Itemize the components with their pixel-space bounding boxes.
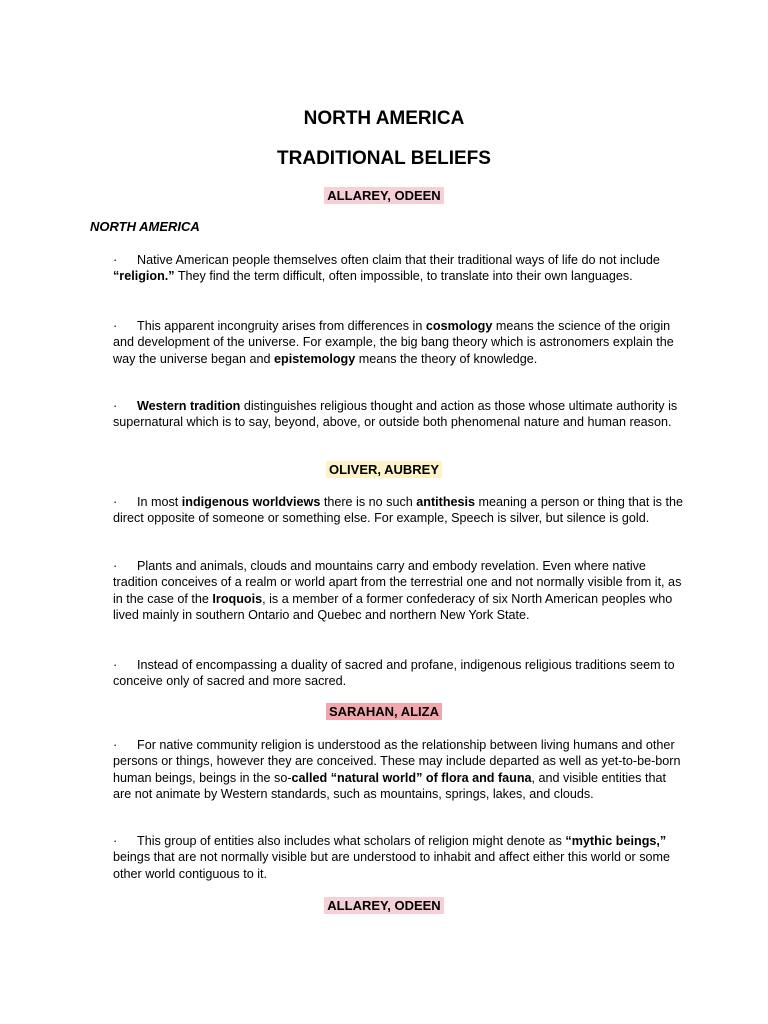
document-title: NORTH AMERICA bbox=[303, 108, 465, 129]
bullet: · bbox=[113, 399, 118, 413]
paragraph: · Western tradition distinguishes religious thought and action as those whose ultimate authority is supernatural which is to say, beyond, above, or outside both phenomenal nature and human reason. bbox=[113, 399, 678, 430]
author-name-highlight: SARAHAN, ALIZA bbox=[326, 703, 442, 720]
bullet: · bbox=[113, 738, 118, 752]
paragraph: · For native community religion is understood as the relationship between living humans and other persons or things, however they are conceived. These may include departed as well as yet-to-be-born human beings, beings in the so-called “natural world” of flora and fauna, and visible entities that are not animate by Western standards, such as mountains, springs, lakes, and clouds. bbox=[113, 738, 681, 801]
author-name-highlight: OLIVER, AUBREY bbox=[326, 461, 442, 478]
author-name-tag bbox=[0, 898, 768, 913]
bullet: · bbox=[113, 559, 118, 573]
section-heading: NORTH AMERICA bbox=[90, 219, 200, 234]
paragraph: · Native American people themselves often claim that their traditional ways of life do not include “religion.” They find the term difficult, often impossible, to translate into their own languages. bbox=[113, 253, 660, 284]
paragraph: · In most indigenous worldviews there is no such antithesis meaning a person or thing that is the direct opposite of someone or something else. For example, Speech is silver, but silence is gold. bbox=[113, 495, 683, 526]
paragraph: · Plants and animals, clouds and mountains carry and embody revelation. Even where native tradition conceives of a realm or world apart from the terrestrial one and not normally visible from it, as in the case of the Iroquois, is a member of a former confederacy of six North American peoples who lived mainly in southern Ontario and Quebec and northern New York State. bbox=[113, 559, 682, 622]
paragraph: · Instead of encompassing a duality of sacred and profane, indigenous religious traditions seem to conceive only of sacred and more sacred. bbox=[113, 658, 675, 689]
paragraph: · This apparent incongruity arises from differences in cosmology means the science of the origin and development of the universe. For example, the big bang theory which is astronomers explain the way the universe began and epistemology means the theory of knowledge. bbox=[113, 319, 674, 366]
author-name-highlight: ALLAREY, ODEEN bbox=[324, 897, 443, 914]
bullet: · bbox=[113, 834, 118, 848]
author-name-tag bbox=[0, 704, 768, 719]
bullet: · bbox=[113, 658, 118, 672]
author-name-tag bbox=[0, 462, 768, 477]
author-name-highlight: ALLAREY, ODEEN bbox=[324, 187, 443, 204]
document-subtitle: TRADITIONAL BELIEFS bbox=[277, 148, 491, 169]
bullet: · bbox=[113, 253, 118, 267]
paragraph: · This group of entities also includes what scholars of religion might denote as “mythic beings,” beings that are not normally visible but are understood to inhabit and affect either this world or some other world contiguous to it. bbox=[113, 834, 671, 881]
author-name-tag bbox=[0, 188, 768, 203]
bullet: · bbox=[113, 319, 118, 333]
bullet: · bbox=[113, 495, 118, 509]
